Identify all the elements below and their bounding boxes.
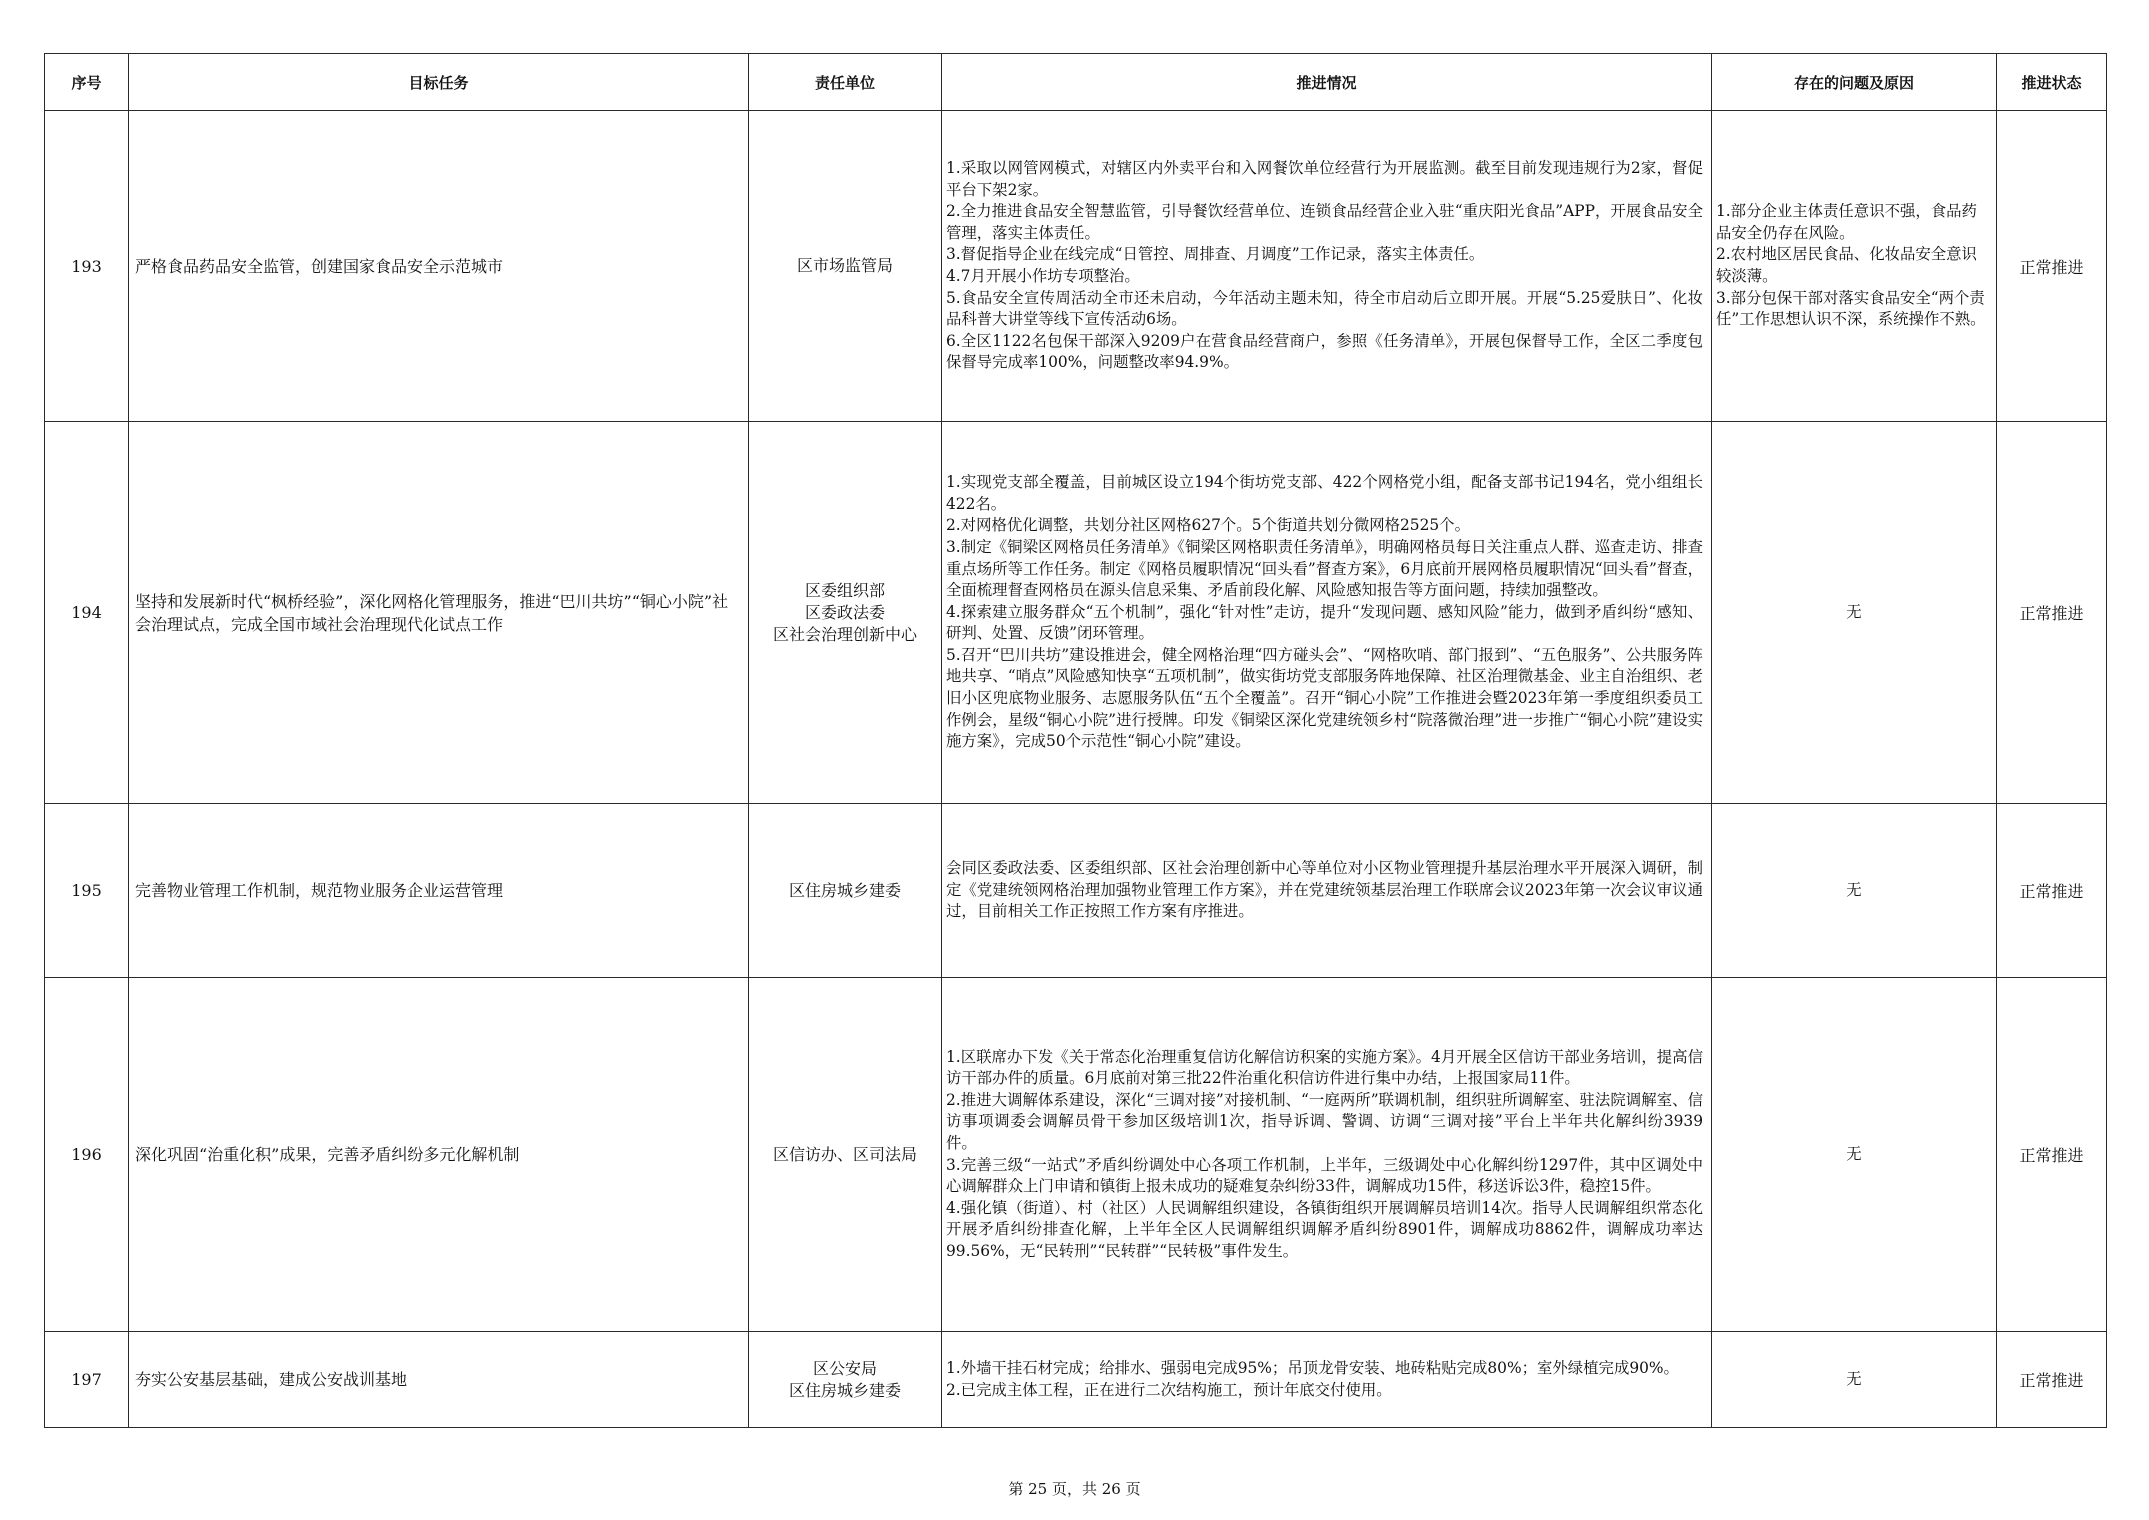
header-unit: 责任单位	[749, 54, 942, 111]
progress-item: 5.食品安全宣传周活动全市还未启动，今年活动主题未知，待全市启动后立即开展。开展“5.25爱肤日”、化妆品科普大讲堂等线下宣传活动6场。	[946, 288, 1703, 329]
header-task: 目标任务	[129, 54, 749, 111]
unit-line: 区委组织部	[804, 580, 885, 600]
table-row	[45, 111, 2107, 422]
progress-item: 4.7月开展小作坊专项整治。	[946, 267, 1140, 285]
progress-item: 1.区联席办下发《关于常态化治理重复信访化解信访积案的实施方案》。4月开展全区信访干部业务培训，提高信访干部办件的质量。6月底前对第三批22件治重化积信访件进行集中办结，上报国家局11件。	[946, 1047, 1703, 1088]
progress-item: 4.探索建立服务群众“五个机制”，强化“针对性”走访，提升“发现问题、感知风险”能力，做到矛盾纠纷“感知、研判、处置、反馈”闭环管理。	[946, 602, 1703, 643]
row-task: 坚持和发展新时代“枫桥经验”，深化网格化管理服务，推进“巴川共坊”“铜心小院”社会治理试点，完成全国市域社会治理现代化试点工作	[129, 422, 749, 804]
progress-item: 会同区委政法委、区委组织部、区社会治理创新中心等单位对小区物业管理提升基层治理水平开展深入调研，制定《党建统领网格治理加强物业管理工作方案》，并在党建统领基层治理工作联席会议2023年第一次会议审议通过，目前相关工作正按照工作方案有序推进。	[946, 859, 1703, 921]
unit-line: 区住房城乡建委	[788, 1380, 901, 1400]
row-unit	[749, 1332, 942, 1428]
row-progress	[942, 111, 1712, 422]
row-task: 严格食品药品安全监管，创建国家食品安全示范城市	[129, 111, 749, 422]
row-status: 正常推进	[1997, 804, 2107, 978]
row-progress	[942, 422, 1712, 804]
row-task: 夯实公安基层基础，建成公安战训基地	[129, 1332, 749, 1428]
row-status: 正常推进	[1997, 1332, 2107, 1428]
header-issues: 存在的问题及原因	[1712, 54, 1997, 111]
unit-line: 区公安局	[812, 1358, 877, 1378]
row-status: 正常推进	[1997, 111, 2107, 422]
page-number: 第 25 页，共 26 页	[1008, 1480, 1141, 1498]
issue-item: 2.农村地区居民食品、化妆品安全意识较淡薄。	[1716, 245, 1977, 285]
row-number: 195	[45, 804, 129, 978]
table-header-row	[45, 54, 2107, 111]
issue-item: 无	[1846, 1144, 1862, 1163]
table-row	[45, 978, 2107, 1332]
progress-item: 1.采取以网管网模式，对辖区内外卖平台和入网餐饮单位经营行为开展监测。截至目前发现违规行为2家，督促平台下架2家。	[946, 159, 1703, 199]
row-issues	[1712, 111, 1997, 422]
row-unit	[749, 111, 942, 422]
row-number: 196	[45, 978, 129, 1332]
header-no: 序号	[45, 54, 129, 111]
row-status: 正常推进	[1997, 422, 2107, 804]
row-progress	[942, 978, 1712, 1332]
row-unit	[749, 978, 942, 1332]
progress-item: 2.全力推进食品安全智慧监管，引导餐饮经营单位、连锁食品经营企业入驻“重庆阳光食品”APP，开展食品安全管理，落实主体责任。	[946, 202, 1703, 242]
row-number: 194	[45, 422, 129, 804]
row-unit	[749, 804, 942, 978]
row-status: 正常推进	[1997, 978, 2107, 1332]
header-status: 推进状态	[1997, 54, 2107, 111]
issue-item: 1.部分企业主体责任意识不强，食品药品安全仍存在风险。	[1716, 202, 1977, 242]
progress-item: 3.完善三级“一站式”矛盾纠纷调处中心各项工作机制，上半年，三级调处中心化解纠纷1297件，其中区调处中心调解群众上门申请和镇街上报未成功的疑难复杂纠纷33件，调解成功15件，移送诉讼3件，稳控15件。	[946, 1155, 1703, 1196]
issue-item: 无	[1846, 602, 1862, 621]
progress-item: 2.对网格优化调整，共划分社区网格627个。5个街道共划分微网格2525个。	[946, 516, 1470, 535]
table-row	[45, 804, 2107, 978]
unit-line: 区市场监管局	[796, 256, 893, 275]
progress-item: 6.全区1122名包保干部深入9209户在营食品经营商户，参照《任务清单》，开展包保督导工作，全区二季度包保督导完成率100%，问题整改率94.9%。	[946, 331, 1703, 372]
header-progress: 推进情况	[942, 54, 1712, 111]
issue-item: 无	[1846, 1369, 1862, 1388]
progress-item: 2.推进大调解体系建设，深化“三调对接”对接机制、“一庭两所”联调机制，组织驻所调解室、驻法院调解室、信访事项调委会调解员骨干参加区级培训1次，指导诉调、警调、访调“三调对接”平台上半年共化解纠纷3939件。	[946, 1090, 1703, 1152]
progress-item: 4.强化镇（街道）、村（社区）人民调解组织建设，各镇街组织开展调解员培训14次。指导人民调解组织常态化开展矛盾纠纷排查化解，上半年全区人民调解组织调解矛盾纠纷8901件，调解成功8862件，调解成功率达99.56%，无“民转刑”“民转群”“民转极”事件发生。	[946, 1198, 1703, 1260]
row-issues	[1712, 1332, 1997, 1428]
progress-item: 5.召开“巴川共坊”建设推进会，健全网格治理“四方碰头会”、“网格吹哨、部门报到”、“五色服务”、公共服务阵地共享、“哨点”风险感知快享“五项机制”，做实街坊党支部服务阵地保障、社区治理微基金、业主自治组织、老旧小区兜底物业服务、志愿服务队伍“五个全覆盖”。召开“铜心小院”工作推进会暨2023年第一季度组织委员工作例会，星级“铜心小院”进行授牌。印发《铜梁区深化党建统领乡村“院落微治理”进一步推广“铜心小院”建设实施方案》，完成50个示范性“铜心小院”建设。	[946, 645, 1703, 751]
row-unit	[749, 422, 942, 804]
issue-item: 3.部分包保干部对落实食品安全“两个责任”工作思想认识不深，系统操作不熟。	[1716, 288, 1986, 329]
row-progress	[942, 804, 1712, 978]
row-issues	[1712, 978, 1997, 1332]
unit-line: 区住房城乡建委	[788, 880, 901, 900]
row-task: 深化巩固“治重化积”成果，完善矛盾纠纷多元化解机制	[129, 978, 749, 1332]
row-progress	[942, 1332, 1712, 1428]
table-row	[45, 1332, 2107, 1428]
row-number: 193	[45, 111, 129, 422]
unit-line: 区委政法委	[804, 602, 885, 622]
row-number: 197	[45, 1332, 129, 1428]
issue-item: 无	[1846, 880, 1862, 899]
progress-item: 2.已完成主体工程，正在进行二次结构施工，预计年底交付使用。	[946, 1380, 1392, 1399]
progress-item: 3.制定《铜梁区网格员任务清单》《铜梁区网格职责任务清单》，明确网格员每日关注重点人群、巡查走访、排查重点场所等工作任务。制定《网格员履职情况“回头看”督查方案》，6月底前开展网格员履职情况“回头看”督查，全面梳理督查网格员在源头信息采集、矛盾前段化解、风险感知报告等方面问题，持续加强整改。	[946, 537, 1703, 600]
table-row	[45, 422, 2107, 804]
progress-item: 1.实现党支部全覆盖，目前城区设立194个街坊党支部、422个网格党小组，配备支部书记194名，党小组组长422名。	[946, 473, 1703, 513]
progress-table	[44, 53, 2107, 1428]
row-issues	[1712, 804, 1997, 978]
row-issues	[1712, 422, 1997, 804]
progress-item: 1.外墙干挂石材完成；给排水、强弱电完成95%；吊顶龙骨安装、地砖粘贴完成80%；室外绿植完成90%。	[946, 1358, 1679, 1377]
progress-item: 3.督促指导企业在线完成“日管控、周排查、月调度”工作记录，落实主体责任。	[946, 245, 1485, 264]
row-task: 完善物业管理工作机制，规范物业服务企业运营管理	[129, 804, 749, 978]
unit-line: 区信访办、区司法局	[772, 1144, 917, 1164]
unit-line: 区社会治理创新中心	[772, 624, 917, 644]
